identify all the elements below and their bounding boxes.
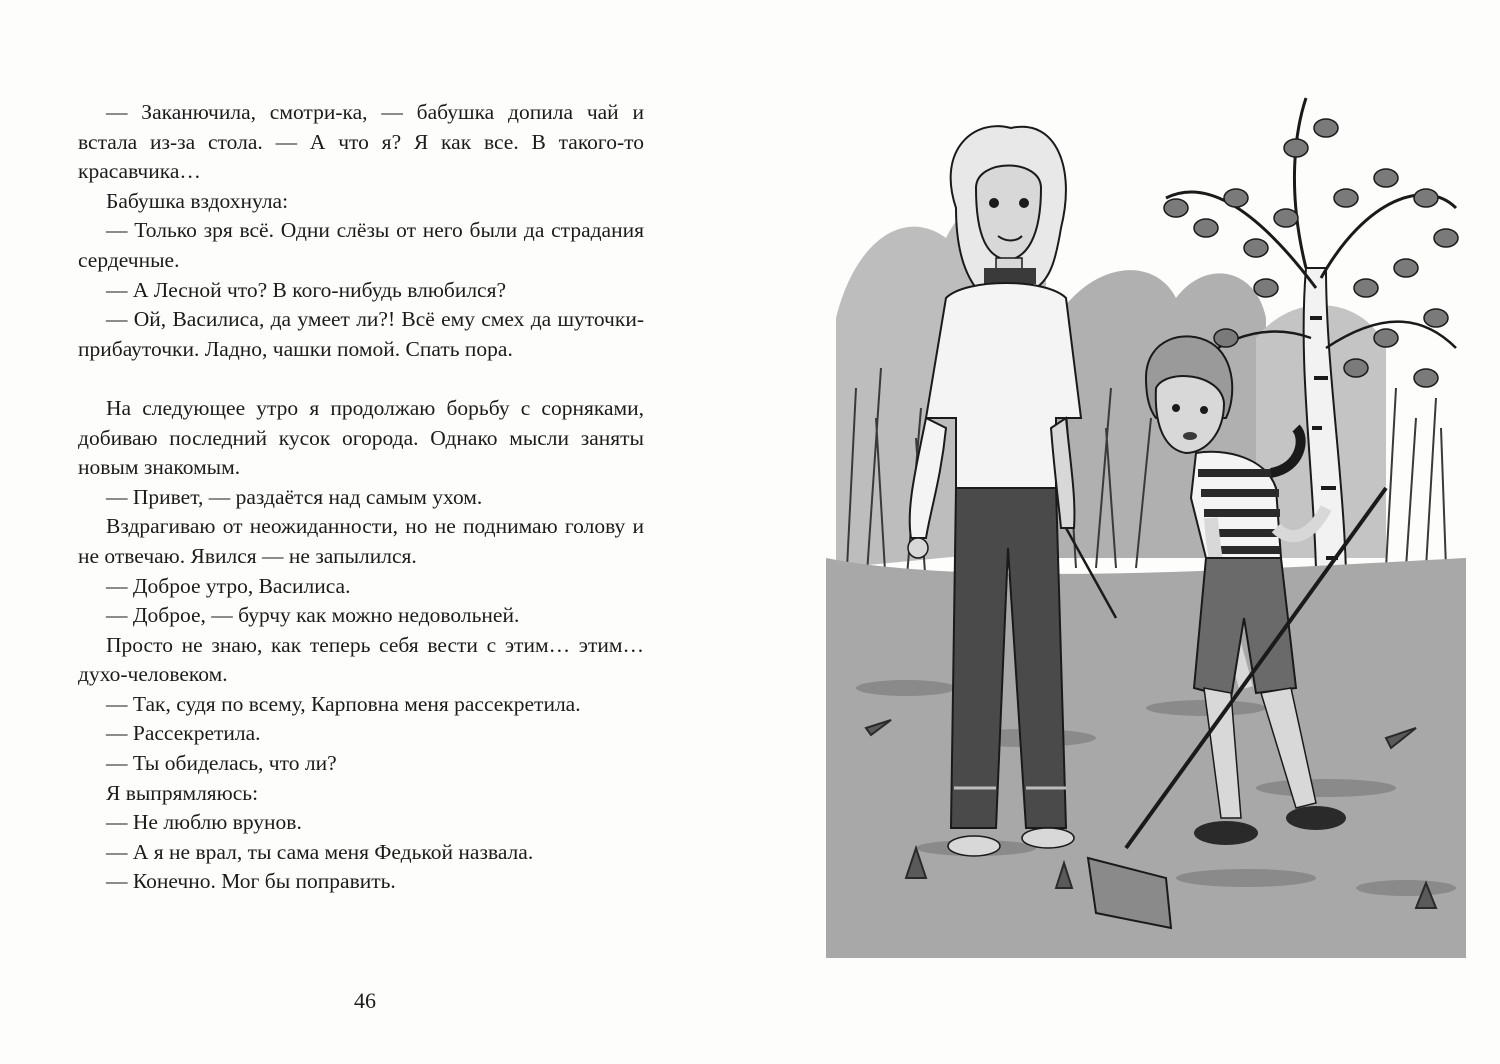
- paragraph: Бабушка вздохнула:: [106, 188, 289, 213]
- paragraph: — Привет, — раздаётся над самым ухом.: [106, 484, 483, 509]
- paragraph: На следующее утро я продолжаю борьбу с сорняками, добиваю последний кусок огорода. Однако мысли заняты новым знакомым.: [78, 395, 644, 480]
- paragraph: Вздрагиваю от неожиданности, но не поднимаю голову и не отвечаю. Явился — не запылился.: [78, 514, 644, 568]
- paragraph: — Доброе утро, Василиса.: [106, 573, 351, 598]
- paragraph: — Рассекретила.: [106, 721, 261, 746]
- paragraph: — Ой, Василиса, да умеет ли?! Всё ему смех да шуточки-прибауточки. Ладно, чашки помой. Спать пора.: [78, 307, 644, 361]
- paragraph: — Заканючила, смотри-ка, — бабушка допила чай и встала из-за стола. — А что я? Я как все. В такого-то красавчика…: [78, 100, 644, 184]
- paragraph: — А Лесной что? В кого-нибудь влюбился?: [106, 277, 507, 302]
- illustration-drawing: [826, 88, 1466, 958]
- paragraph: — Не люблю врунов.: [106, 810, 302, 835]
- text-page: [78, 98, 644, 897]
- paragraph: — Так, судя по всему, Карповна меня рассекретила.: [106, 691, 581, 716]
- paragraph: — Конечно. Мог бы поправить.: [106, 869, 396, 894]
- page-number: 46: [354, 988, 376, 1013]
- paragraph: Я выпрямляюсь:: [106, 780, 259, 805]
- paragraph: — Только зря всё. Одни слёзы от него были да страдания сердечные.: [78, 218, 644, 272]
- paragraph: — Ты обиделась, что ли?: [106, 751, 337, 776]
- paragraph: — А я не врал, ты сама меня Федькой назвала.: [106, 839, 534, 864]
- paragraph: — Доброе, — бурчу как можно недовольней.: [106, 603, 520, 628]
- paragraph: Просто не знаю, как теперь себя вести с этим… этим… духо-человеком.: [78, 632, 644, 687]
- illustration: [826, 88, 1466, 958]
